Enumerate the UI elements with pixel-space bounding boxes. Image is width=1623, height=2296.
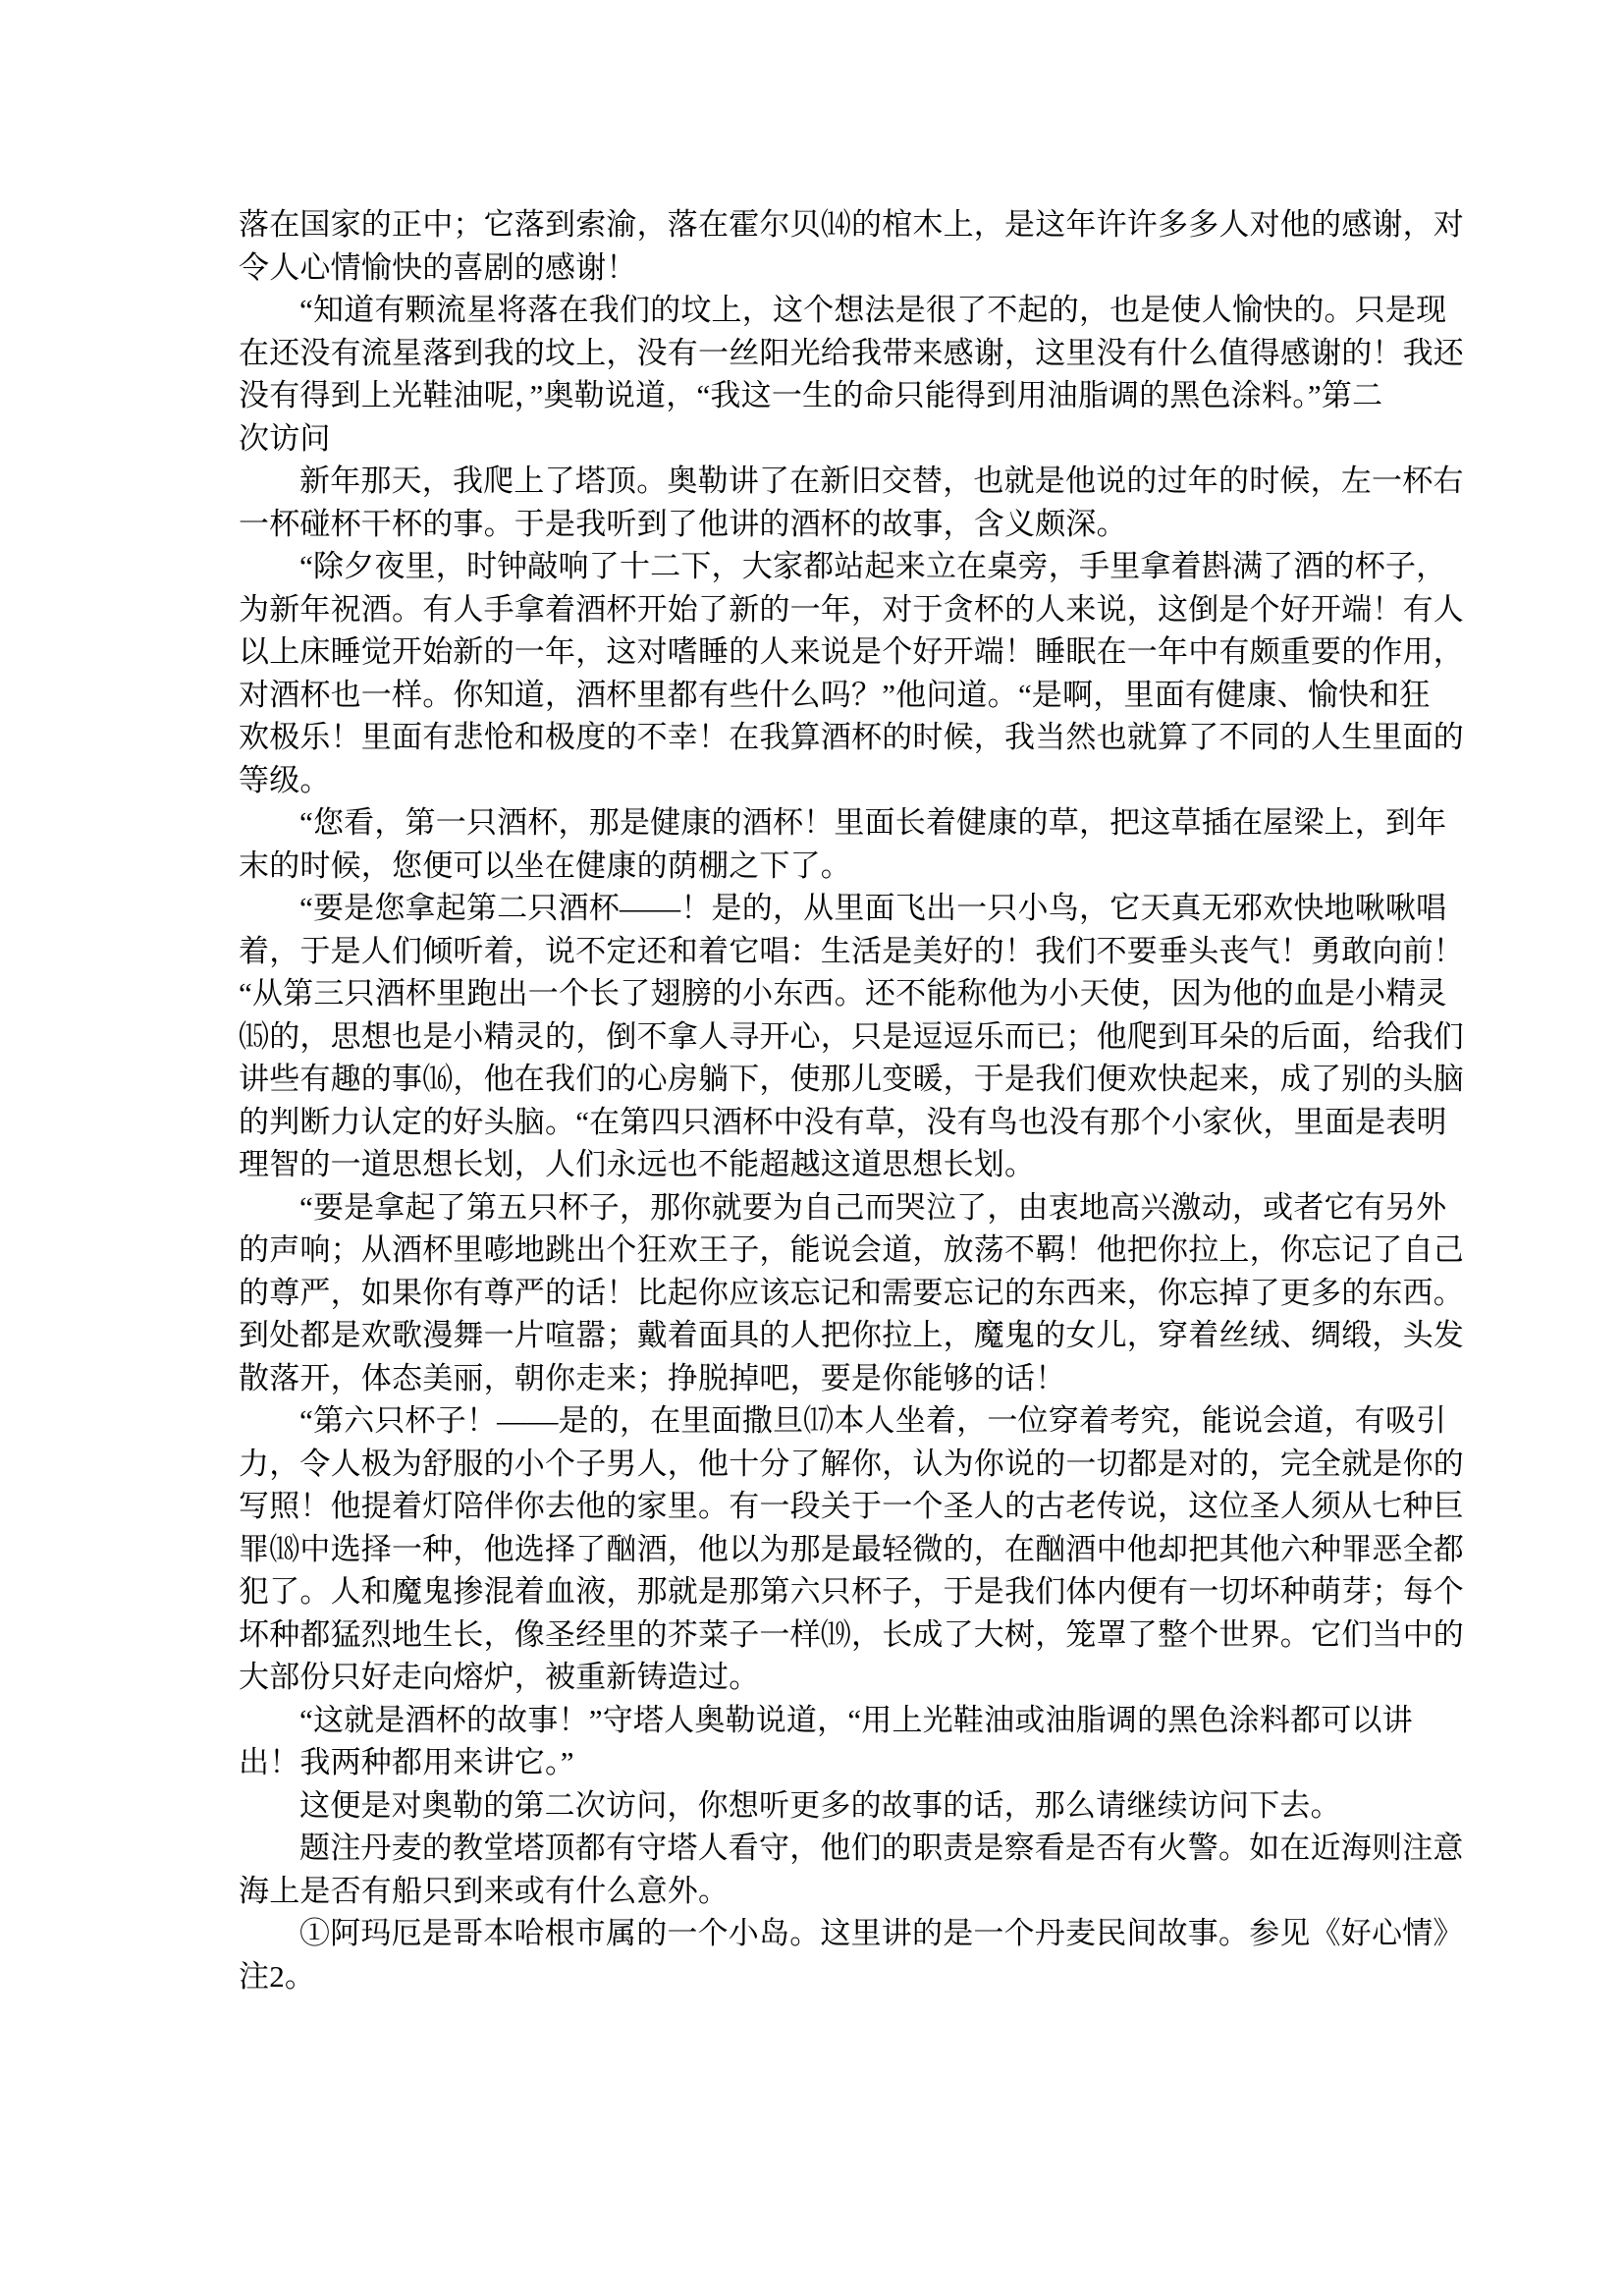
text-line: 以上床睡觉开始新的一年，这对嗜睡的人来说是个好开端！睡眠在一年中有颇重要的作用， [239, 634, 1464, 669]
text-line: “要是您拿起第二只酒杯——！是的，从里面飞出一只小鸟，它天真无邪欢快地啾啾唱 [299, 891, 1447, 925]
text-line: ⒂的，思想也是小精灵的，倒不拿人寻开心，只是逗逗乐而已；他爬到耳朵的后面，给我们 [239, 1018, 1464, 1054]
text-line: 等级。 [239, 762, 331, 797]
text-line: 的尊严，如果你有尊严的话！比起你应该忘记和需要忘记的东西来，你忘掉了更多的东西。 [239, 1275, 1464, 1310]
text-line: 一杯碰杯干杯的事。于是我听到了他讲的酒杯的故事，含义颇深。 [239, 506, 1127, 541]
text-line: “这就是酒杯的故事！”守塔人奥勒说道，“用上光鞋油或油脂调的黑色涂料都可以讲 [299, 1702, 1413, 1737]
text-line: 力，令人极为舒服的小个子男人，他十分了解你，认为你说的一切都是对的，完全就是你的 [239, 1446, 1464, 1481]
text-line: 海上是否有船只到来或有什么意外。 [239, 1873, 730, 1908]
text-line: 为新年祝酒。有人手拿着酒杯开始了新的一年，对于贪杯的人来说，这倒是个好开端！有人 [239, 591, 1464, 627]
text-line: 没有得到上光鞋油呢，”奥勒说道，“我这一生的命只能得到用油脂调的黑色涂料。”第二 [239, 378, 1383, 412]
text-line: 落在国家的正中；它落到索渝，落在霍尔贝⒁的棺木上，是这年许许多多人对他的感谢，对 [239, 207, 1464, 242]
text-line: 罪⒅中选择一种，他选择了酗酒，他以为那是最轻微的，在酗酒中他却把其他六种罪恶全都 [239, 1531, 1464, 1566]
text-line: 的声响；从酒杯里嘭地跳出个狂欢王子，能说会道，放荡不羁！他把你拉上，你忘记了自己 [239, 1232, 1464, 1267]
text-line: 大部份只好走向熔炉，被重新铸造过。 [239, 1660, 760, 1694]
text-line: 这便是对奥勒的第二次访问，你想听更多的故事的话，那么请继续访问下去。 [299, 1787, 1341, 1823]
text-line: 犯了。人和魔鬼掺混着血液，那就是那第六只杯子，于是我们体内便有一切坏种萌芽；每个 [239, 1574, 1464, 1609]
text-line: 对酒杯也一样。你知道，酒杯里都有些什么吗？”他问道。“是啊，里面有健康、愉快和狂 [239, 677, 1431, 712]
text-line: 欢极乐！里面有悲怆和极度的不幸！在我算酒杯的时候，我当然也就算了不同的人生里面的 [239, 720, 1464, 754]
text-line: 写照！他提着灯陪伴你去他的家里。有一段关于一个圣人的古老传说，这位圣人须从七种巨 [239, 1489, 1464, 1523]
text-line: 末的时候，您便可以坐在健康的荫棚之下了。 [239, 847, 851, 883]
text-line: “第六只杯子！——是的，在里面撒旦⒄本人坐着，一位穿着考究，能说会道，有吸引 [299, 1403, 1447, 1438]
text-line: 讲些有趣的事⒃，他在我们的心房躺下，使那儿变暖，于是我们便欢快起来，成了别的头脑 [239, 1062, 1464, 1096]
text-line: 令人心情愉快的喜剧的感谢！ [239, 249, 637, 285]
text-line: 着，于是人们倾听着，说不定还和着它唱：生活是美好的！我们不要垂头丧气！勇敢向前！ [239, 933, 1464, 968]
text-line: 到处都是欢歌漫舞一片喧嚣；戴着面具的人把你拉上，魔鬼的女儿，穿着丝绒、绸缎，头发 [239, 1318, 1464, 1352]
story-text-block [239, 203, 1476, 1997]
text-line: 新年那天，我爬上了塔顶。奥勒讲了在新旧交替，也就是他说的过年的时候，左一杯右 [299, 464, 1464, 498]
text-line: “要是拿起了第五只杯子，那你就要为自己而哭泣了，由衷地高兴激动，或者它有另外 [299, 1189, 1447, 1225]
text-line: “从第三只酒杯里跑出一个长了翅膀的小东西。还不能称他为小天使，因为他的血是小精灵 [239, 976, 1447, 1011]
text-line: 在还没有流星落到我的坟上，没有一丝阳光给我带来感谢，这里没有什么值得感谢的！我还 [239, 335, 1464, 370]
text-line: 的判断力认定的好头脑。“在第四只酒杯中没有草，没有鸟也没有那个小家伙，里面是表明 [239, 1104, 1447, 1139]
text-line: 题注丹麦的教堂塔顶都有守塔人看守，他们的职责是察看是否有火警。如在近海则注意 [299, 1831, 1464, 1865]
text-line: “知道有颗流星将落在我们的坟上，这个想法是很了不起的，也是使人愉快的。只是现 [299, 293, 1447, 327]
text-line: 出！我两种都用来讲它。” [239, 1745, 574, 1779]
text-line: ①阿玛厄是哥本哈根市属的一个小岛。这里讲的是一个丹麦民间故事。参见《好心情》 [299, 1916, 1464, 1950]
text-line: “您看，第一只酒杯，那是健康的酒杯！里面长着健康的草，把这草插在屋梁上，到年 [299, 805, 1447, 840]
text-line: “除夕夜里，时钟敲响了十二下，大家都站起来立在桌旁，手里拿着斟满了酒的杯子， [299, 549, 1447, 583]
text-line: 理智的一道思想长划，人们永远也不能超越这道思想长划。 [239, 1147, 1036, 1181]
text-line: 坏种都猛烈地生长，像圣经里的芥菜子一样⒆，长成了大树，笼罩了整个世界。它们当中的 [239, 1616, 1464, 1652]
text-line: 散落开，体态美丽，朝你走来；挣脱掉吧，要是你能够的话！ [239, 1360, 1066, 1395]
text-line: 注2。 [239, 1958, 316, 1994]
text-line: 次访问 [239, 420, 331, 456]
